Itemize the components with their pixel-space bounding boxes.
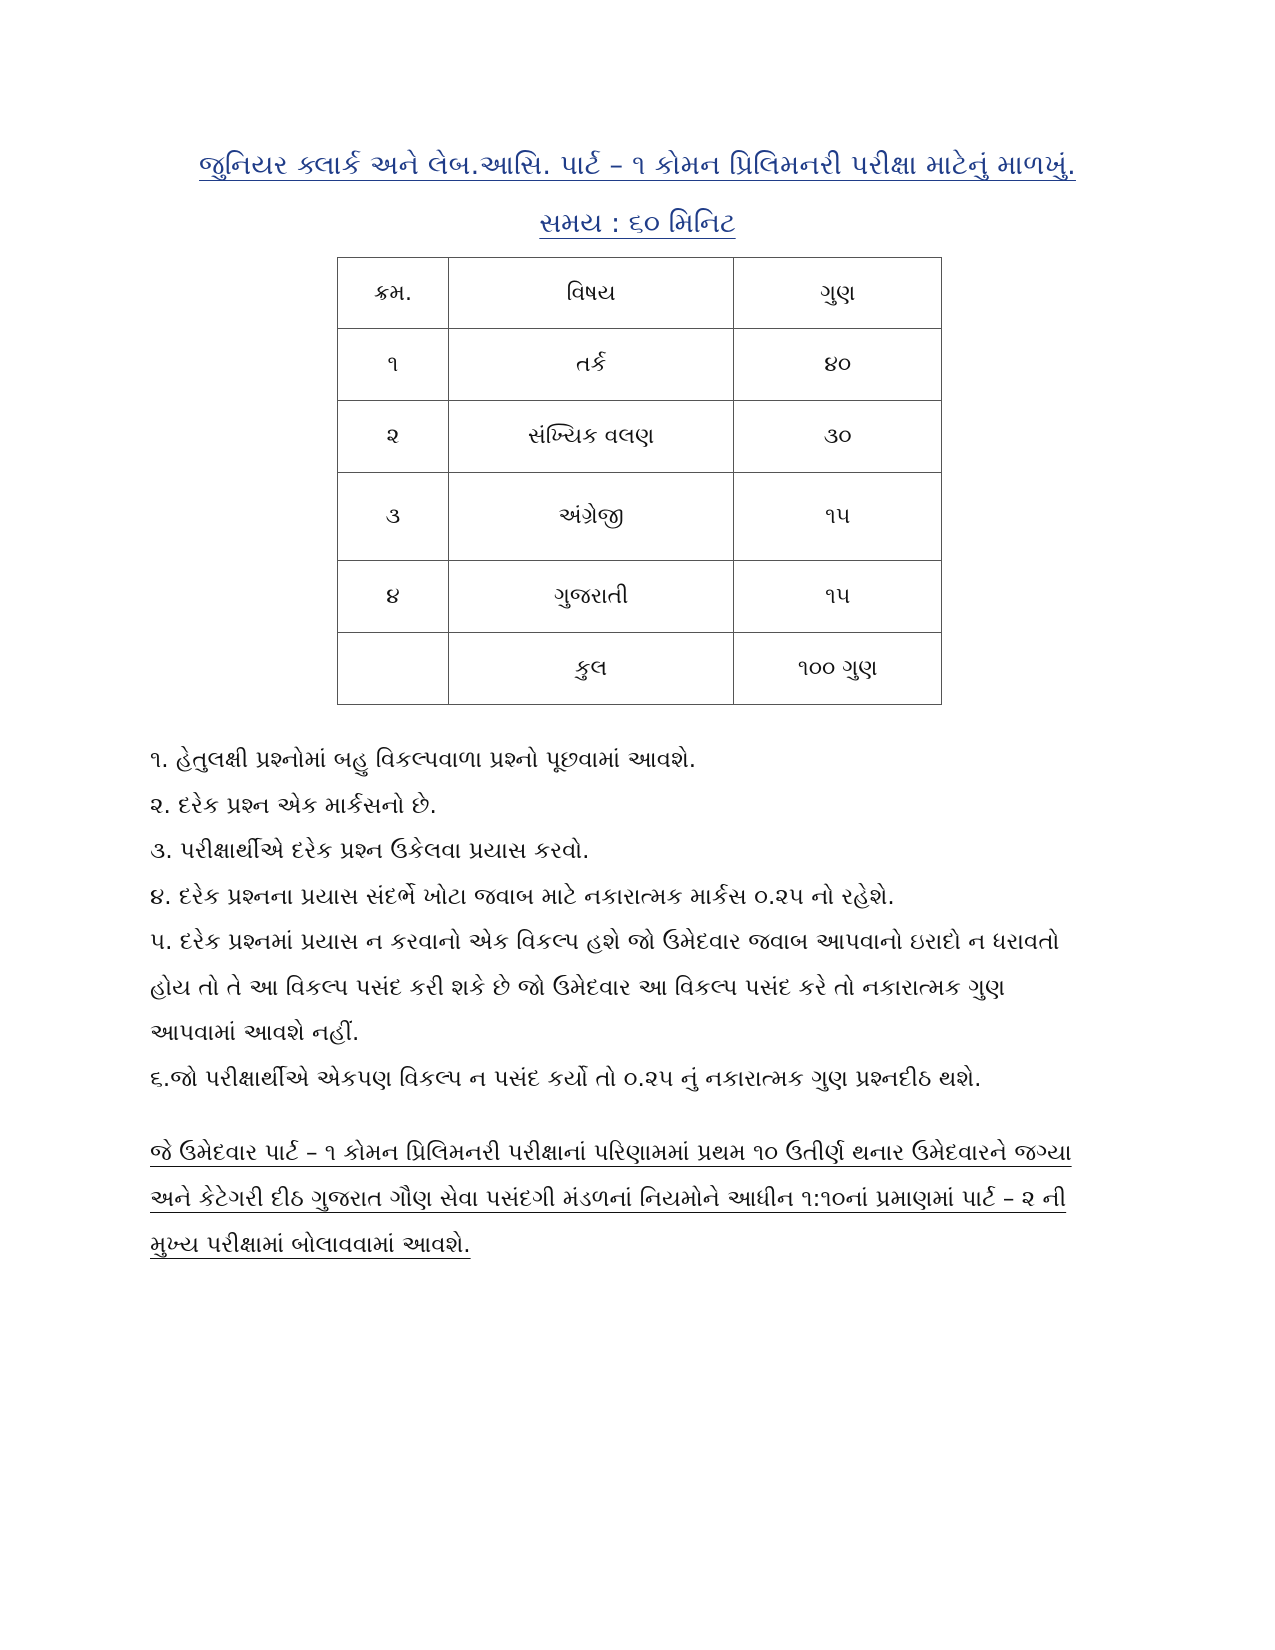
row-subject: સંખ્યિક વલણ [448, 401, 734, 473]
instruction-item: ૪. દરેક પ્રશ્નના પ્રયાસ સંદર્ભે ખોટા જવાબ માટે નકારાત્મક માર્કસ ૦.૨૫ નો રહેશે. [150, 883, 895, 910]
instruction-item: ૩. પરીક્ષાર્થીએ દરેક પ્રશ્ન ઉકેલવા પ્રયાસ કરવો. [150, 838, 590, 864]
table-row [338, 473, 942, 561]
table-total-row [338, 633, 942, 705]
row-subject: અંગ્રેજી [448, 473, 734, 561]
instructions-list [150, 738, 1090, 1102]
instruction-item: ૧. હેતુલક્ષી પ્રશ્નોમાં બહુ વિકલ્પવાળા પ્રશ્નો પૂછવામાં આવશે. [150, 747, 697, 773]
exam-duration: સમય : ૬૦ મિનિટ [539, 208, 736, 239]
row-marks: ૪૦ [734, 329, 942, 401]
row-marks: ૧૫ [734, 561, 942, 633]
row-serial: ૧ [338, 329, 449, 401]
marks-table [337, 257, 942, 705]
row-serial: ૩ [338, 473, 449, 561]
row-subject: તર્ક [448, 329, 734, 401]
instruction-item: ૬.જો પરીક્ષાર્થીએ એકપણ વિકલ્પ ન પસંદ કર્યો તો ૦.૨૫ નું નકારાત્મક ગુણ પ્રશ્નદીઠ થશે. [150, 1065, 982, 1092]
header-serial: ક્રમ. [338, 258, 449, 329]
row-marks: ૩૦ [734, 401, 942, 473]
table-header-row [338, 258, 942, 329]
row-serial: ૪ [338, 561, 449, 633]
instruction-item: ૫. દરેક પ્રશ્નમાં પ્રયાસ ન કરવાનો એક વિકલ્પ હશે જો ઉમેદવાર જવાબ આપવાનો ઇરાદો ન ધરાવતો હોય તો તે આ વિકલ્પ પસંદ કરી શકે છે જો ઉમેદવાર આ વિકલ્પ પસંદ કરે તો નકારાત્મક ગુણ આપવામાં આવશે નહીં. [150, 929, 1060, 1046]
row-marks: ૧૫ [734, 473, 942, 561]
selection-notice: જે ઉમેદવાર પાર્ટ – ૧ કોમન પ્રિલિમનરી પરીક્ષાનાં પરિણામમાં પ્રથમ ૧૦ ઉતીર્ણ થનાર ઉમેદવારને જગ્યા અને કેટેગરી દીઠ ગુજરાત ગૌણ સેવા પસંદગી મંડળનાં નિયમોને આધીન ૧:૧૦નાં પ્રમાણમાં પાર્ટ – ૨ ની મુખ્ય પરીક્ષામાં બોલાવવામાં આવશે. [150, 1140, 1072, 1258]
table-row [338, 561, 942, 633]
total-serial [338, 633, 449, 705]
total-marks: ૧૦૦ ગુણ [734, 633, 942, 705]
row-subject: ગુજરાતી [448, 561, 734, 633]
header-subject: વિષય [448, 258, 734, 329]
total-label: કુલ [448, 633, 734, 705]
document-title: જુનિયર ક્લાર્ક અને લેબ.આસિ. પાર્ટ – ૧ કોમન પ્રિલિમનરી પરીક્ષા માટેનું માળખું. [199, 150, 1076, 181]
header-marks: ગુણ [734, 258, 942, 329]
instruction-item: ૨. દરેક પ્રશ્ન એક માર્કસનો છે. [150, 792, 437, 819]
row-serial: ૨ [338, 401, 449, 473]
table-row [338, 401, 942, 473]
table-row [338, 329, 942, 401]
